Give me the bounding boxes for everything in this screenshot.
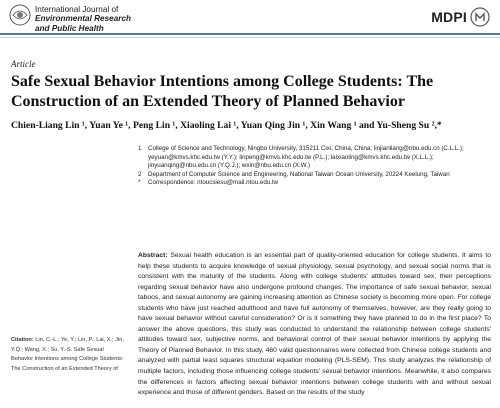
journal-name-line2: Environmental Research	[35, 14, 132, 24]
article-type: Article	[11, 59, 36, 69]
journal-name	[35, 5, 235, 33]
publisher-logo	[431, 6, 490, 28]
affiliations	[138, 145, 490, 188]
affiliation-number: *	[138, 179, 141, 187]
affiliation-text: College of Science and Technology, Ningbo University, 315211 Cixi, China, China; linjianliang@nbu.edu.cn (C.L.L.); yeyuan@kmvs.khc.edu.tw (Y.Y.); linpeng@kmvs.khc.edu.tw (P.L.); laixiaoling@kmvs.khc.edu.tw (X.L.L.); jinyuanqing@nbu.edu.cn (Y.Q.J.); wxin@nbu.edu.cn (X.W.)	[148, 145, 464, 170]
publisher-seal-icon	[470, 7, 490, 27]
affiliation-number: 2	[138, 170, 142, 178]
citation-label: Citation:	[11, 337, 34, 343]
author-list: Chien-Liang Lin ¹, Yuan Ye ¹, Peng Lin ¹, Xiaoling Lai ¹, Yuan Qing Jin ¹, Xin Wang ¹ and Yu-Sheng Su ²,*	[11, 120, 442, 131]
citation	[11, 336, 126, 374]
journal-name-line3: and Public Health	[35, 23, 104, 33]
affiliation-2	[138, 171, 490, 180]
article-title: Safe Sexual Behavior Intentions among College Students: The Construction of an Extended Theory of Planned Behavior	[11, 73, 434, 110]
citation-text: Lin, C.-L.; Ye, Y.; Lin, P.; Lai, X.; Jin, Y.Q.; Wang, X.; Su, Y.-S. Safe Sexual Behavior Intentions among College Students: The Construction of an Extended Theory of	[11, 337, 124, 372]
publisher-name: MDPI	[431, 9, 467, 25]
affiliation-1	[138, 145, 490, 171]
abstract-text: Sexual health education is an essential part of quality-oriented education for college students. It aims to help these students to acquire knowledge of sexual physiology, sexual psychology, and sexual social norms that is consistent with the maturity of the students. Along with college students' attitudes toward sex, their perceptions regarding sexual behavior have also undergone profound changes. The importance of safe sexual behavior, sexual taboos, and sexual autonomy are gaining increasing attention as Chinese society is becoming more open. For college students who have just reached adulthood and have full autonomy of themselves, however, are they really going to have sexual behavior without careful consideration? Or is it something they have planned to do in the first place? To answer the above questions, this study was conducted to understand the relationship between college students' attitudes toward sex, subjective norms, and behavioral control of their sexual behavior intentions by applying the Theory of Planned Behavior. In this study, 460 valid questionnaires were collected from Chinese college students and analyzed with partial least squares structural equation modeling (PLS-SEM). This study analyzes the relationship of multiple factors, including those influencing college students' sexual behavior intentions. Meanwhile, it also compares the differences in factors affecting sexual behavior intentions between college students with and without sexual experience and those of different genders. Based on the results of the study	[138, 252, 491, 397]
affiliation-text: Department of Computer Science and Engineering, National Taiwan Ocean University, 20224 Keelung, Taiwan	[148, 170, 450, 178]
journal-name-line1: International Journal of	[35, 5, 119, 14]
abstract-label: Abstract:	[138, 252, 168, 259]
affiliation-number: 1	[138, 145, 142, 152]
journal-logo-icon	[9, 4, 31, 26]
header-rule-thin	[0, 37, 500, 38]
correspondence-text: Correspondence: ntoucsiesu@mail.ntou.edu.tw	[148, 179, 279, 187]
header-rule	[0, 33, 500, 35]
abstract	[138, 251, 491, 399]
correspondence	[138, 179, 490, 188]
